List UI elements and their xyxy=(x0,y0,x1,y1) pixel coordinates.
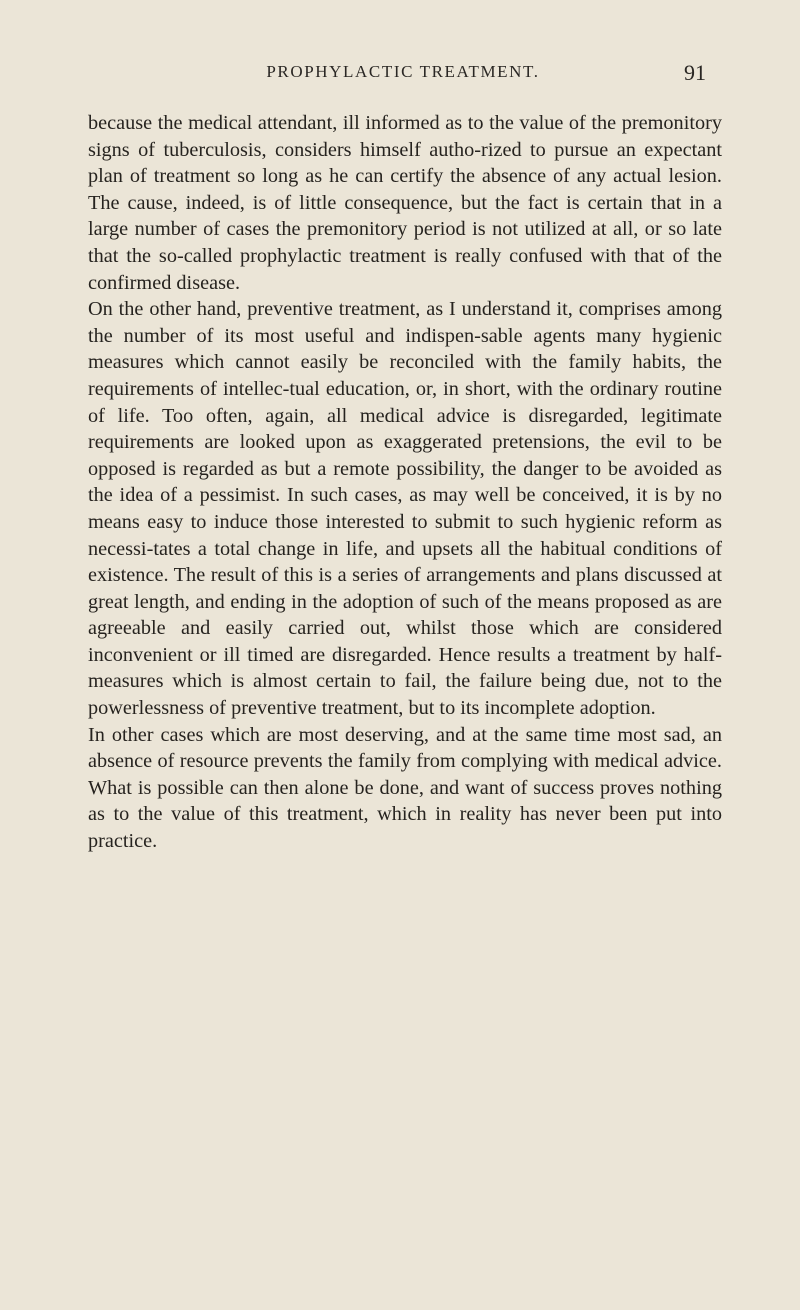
body-text xyxy=(88,110,722,855)
running-head xyxy=(100,62,706,92)
running-title: PROPHYLACTIC TREATMENT. xyxy=(266,62,540,81)
page-number: 91 xyxy=(684,60,706,85)
paragraph: In other cases which are most deserving, and at the same time most sad, an absence of resource prevents the family from complying with medical advice. What is possible can then alone be done, and want of success proves nothing as to the value of this treatment, which in reality has never been put into practice. xyxy=(88,723,722,853)
paragraph: because the medical attendant, ill informed as to the value of the premonitory signs of tuberculosis, considers himself autho-rized to pursue an expectant plan of treatment so long as he can certify the absence of any actual lesion. The cause, indeed, is of little consequence, but the fact is certain that in a large number of cases the premonitory period is not utilized at all, or so late that the so-called prophylactic treatment is really confused with that of the confirmed disease. xyxy=(88,112,722,294)
paragraph: On the other hand, preventive treatment, as I understand it, comprises among the number of its most useful and indispen-sable agents many hygienic measures which cannot easily be reconciled with the family habits, the requirements of intellec-tual education, or, in short, with the ordinary routine of life. Too often, again, all medical advice is disregarded, legitimate requirements are looked upon as exaggerated pretensions, the evil to be opposed is regarded as but a remote possibility, the danger to be avoided as the idea of a pessimist. In such cases, as may well be conceived, it is by no means easy to induce those interested to submit to such hygienic reform as necessi-tates a total change in life, and upsets all the habitual conditions of existence. The result of this is a series of arrangements and plans discussed at great length, and ending in the adoption of such of the means proposed as are agreeable and easily carried out, whilst those which are considered inconvenient or ill timed are disregarded. Hence results a treatment by half-measures which is almost certain to fail, the failure being due, not to the powerlessness of preventive treatment, but to its incomplete adoption. xyxy=(88,298,722,720)
